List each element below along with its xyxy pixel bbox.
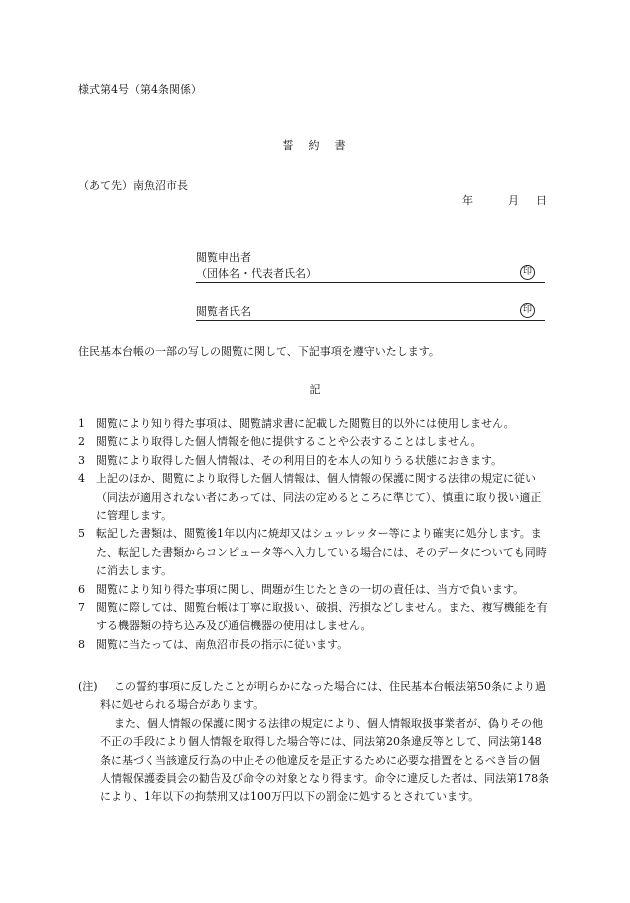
note-tag: (注) — [78, 680, 98, 693]
item-text: 閲覧により取得した個人情報を他に提供することや公表することはしません。 — [96, 435, 482, 449]
item-text: 上記のほか、閲覧により取得した個人情報は、個人情報の保護に関する法律の規定に従い（同法が適用されない者にあっては、同法の定めるところに準じて）、慎重に取り扱い適正に管理します。 — [96, 472, 542, 523]
applicant-label: 閲覧申出者 — [196, 251, 251, 264]
item-text: 閲覧に当たっては、南魚沼市長の指示に従います。 — [96, 637, 349, 651]
pledge-items — [78, 415, 550, 654]
date-year: 年 — [462, 194, 473, 207]
seal-mark-icon: 印 — [520, 303, 535, 318]
intro-statement: 住民基本台帳の一部の写しの閲覧に関して、下記事項を遵守いたします。 — [78, 345, 440, 358]
viewer-signature-line — [196, 303, 545, 321]
pledge-item — [78, 581, 550, 599]
item-number: 8 — [78, 637, 85, 651]
item-number: 3 — [78, 453, 85, 467]
date-month: 月 — [508, 194, 519, 207]
item-number: 5 — [78, 527, 85, 541]
addressee: （あて先）南魚沼市長 — [78, 179, 188, 192]
pledge-item — [78, 525, 550, 580]
date-field — [462, 192, 547, 209]
ki-heading: 記 — [309, 383, 321, 396]
item-text: 閲覧により知り得た事項は、閲覧請求書に記載した閲覧目的以外には使用しません。 — [96, 417, 515, 430]
item-text: 閲覧により知り得た事項に関し、問題が生じたときの一切の責任は、当方で負います。 — [96, 582, 525, 596]
organization-signature-line — [196, 265, 545, 283]
item-number: 7 — [78, 601, 85, 615]
item-number: 2 — [78, 435, 85, 449]
pledge-item — [78, 470, 550, 525]
seal-mark-icon: 印 — [520, 265, 535, 280]
form-number: 様式第4号（第4条関係） — [78, 83, 202, 96]
item-number: 6 — [78, 582, 85, 596]
pledge-item — [78, 452, 550, 470]
item-text: 閲覧により取得した個人情報は、その利用目的を本人の知りうる状態におきます。 — [96, 453, 503, 467]
pledge-item — [78, 415, 550, 433]
note-section — [78, 678, 550, 807]
viewer-line-label: 閲覧者氏名 — [196, 305, 251, 318]
organization-line-label: （団体名・代表者氏名） — [196, 267, 317, 280]
item-number: 1 — [78, 417, 85, 430]
document-title: 誓 約 書 — [282, 139, 348, 152]
note-paragraph-1: この誓約事項に反したことが明らかになった場合には、住民基本台帳法第50条により過料に処せられる場合があります。 — [100, 680, 546, 712]
pledge-item — [78, 636, 550, 654]
item-text: 転記した書類は、閲覧後1年以内に焼却又はシュッレッター等により確実に処分します。また、転記した書類からコンピュータ等へ入力している場合には、そのデータについても同時に消去します。 — [96, 527, 547, 578]
pledge-item — [78, 599, 550, 636]
date-day: 日 — [536, 194, 547, 207]
note-paragraph-2: また、個人情報の保護に関する法律の規定により、個人情報取扱事業者が、偽りその他不正の手段により個人情報を取得した場合等には、同法第20条違反等として、同法第148条に基づく当該違反行為の中止その他違反を是正するために必要な措置をとるべき旨の個人情報保護委員会の勧告及び命令の対象となり得ます。命令に違反した者は、同法第178条により、1年以下の拘禁刑又は100万円以下の罰金に処するとされています。 — [100, 716, 550, 804]
pledge-item — [78, 433, 550, 451]
item-number: 4 — [78, 472, 85, 486]
item-text: 閲覧に際しては、閲覧台帳は丁寧に取扱い、破損、汚損などしません。また、複写機能を有する機器類の持ち込み及び通信機器の使用はしません。 — [96, 601, 548, 633]
